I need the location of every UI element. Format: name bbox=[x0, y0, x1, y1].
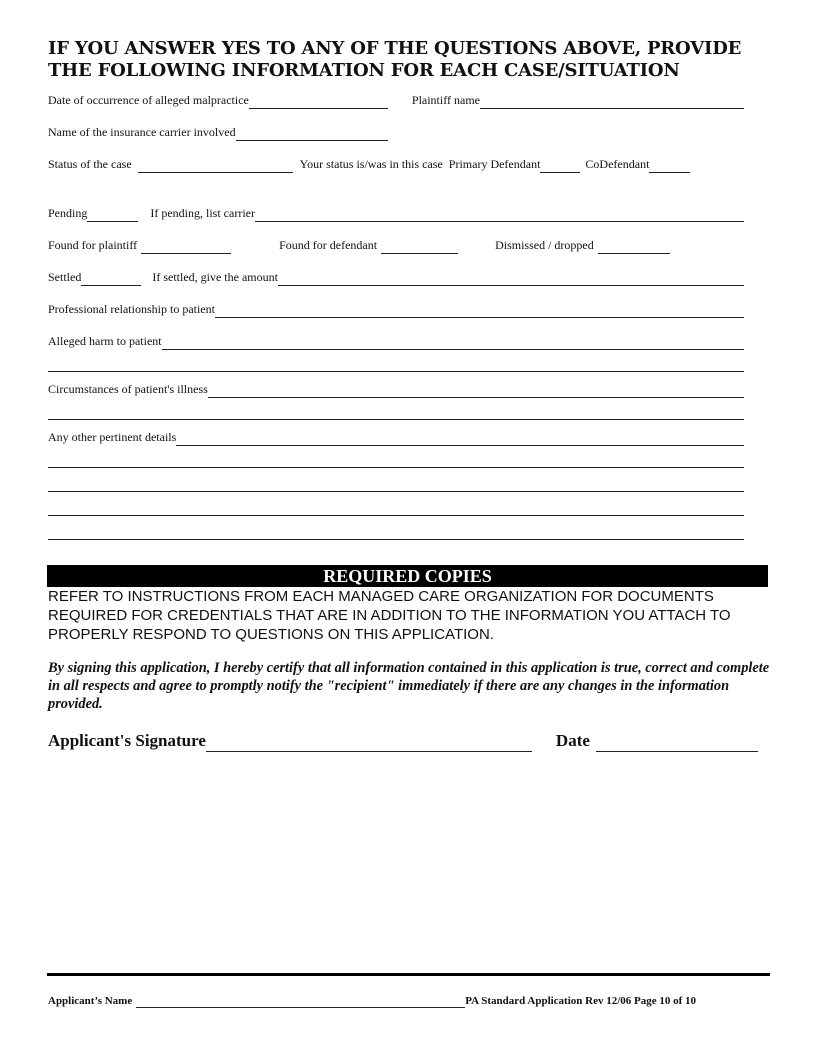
settled-field[interactable] bbox=[81, 271, 141, 286]
primary-defendant-field[interactable] bbox=[540, 158, 580, 173]
signature-label: Applicant's Signature bbox=[48, 731, 206, 750]
footer-rule bbox=[47, 973, 770, 976]
alleged-harm-label: Alleged harm to patient bbox=[48, 334, 162, 348]
row-alleged-harm bbox=[48, 332, 744, 350]
professional-relationship-label: Professional relationship to patient bbox=[48, 302, 215, 316]
other-details-line-2[interactable] bbox=[48, 491, 744, 492]
alleged-harm-continuation-line[interactable] bbox=[48, 371, 744, 372]
date-field[interactable] bbox=[596, 734, 758, 752]
certification-statement: By signing this application, I hereby certify that all information contained in this application is true, correct and complete in all respects and agree to promptly notify the "recipient" immediately if there are any changes in the information provided. bbox=[48, 660, 770, 712]
insurance-carrier-field[interactable] bbox=[236, 126, 388, 141]
codefendant-field[interactable] bbox=[649, 158, 690, 173]
circumstances-continuation-line[interactable] bbox=[48, 419, 744, 420]
pending-field[interactable] bbox=[87, 207, 138, 222]
other-details-line-4[interactable] bbox=[48, 539, 744, 540]
row-circumstances bbox=[48, 380, 744, 398]
row-insurance bbox=[48, 123, 388, 141]
alleged-harm-field[interactable] bbox=[162, 335, 744, 350]
row-other-details bbox=[48, 428, 744, 446]
required-copies-banner: REQUIRED COPIES bbox=[47, 565, 768, 587]
plaintiff-name-field[interactable] bbox=[480, 94, 744, 109]
date-label: Date bbox=[555, 731, 590, 750]
if-settled-label: If settled, give the amount bbox=[152, 270, 278, 284]
pending-label: Pending bbox=[48, 206, 88, 220]
required-copies-instructions: REFER TO INSTRUCTIONS FROM EACH MANAGED CARE ORGANIZATION FOR DOCUMENTS REQUIRED FOR CREDENTIALS THAT ARE IN ADDITION TO THE INFORMATION YOU ATTACH TO PROPERLY RESPOND TO QUESTIONS ON THIS APPLICATION. bbox=[48, 588, 731, 643]
circumstances-field[interactable] bbox=[208, 383, 744, 398]
dismissed-field[interactable] bbox=[598, 239, 670, 254]
if-pending-label: If pending, list carrier bbox=[150, 206, 255, 220]
date-of-occurrence-field[interactable] bbox=[249, 94, 388, 109]
section-heading: IF YOU ANSWER YES TO ANY OF THE QUESTIONS ABOVE, PROVIDE THE FOLLOWING INFORMATION FOR EACH CASE/SITUATION bbox=[48, 38, 742, 81]
professional-relationship-field[interactable] bbox=[215, 303, 744, 318]
found-for-plaintiff-field[interactable] bbox=[141, 239, 231, 254]
if-pending-field[interactable] bbox=[255, 207, 744, 222]
your-status-label: Your status is/was in this case bbox=[299, 157, 443, 171]
other-details-line-3[interactable] bbox=[48, 515, 744, 516]
if-settled-field[interactable] bbox=[278, 271, 744, 286]
status-of-case-label: Status of the case bbox=[48, 157, 132, 171]
found-for-defendant-label: Found for defendant bbox=[279, 238, 378, 252]
signature-field[interactable] bbox=[206, 734, 532, 752]
row-status bbox=[48, 155, 690, 173]
row-pending bbox=[48, 204, 744, 222]
codefendant-label: CoDefendant bbox=[585, 157, 650, 171]
applicant-name-field[interactable] bbox=[136, 995, 465, 1008]
status-of-case-field[interactable] bbox=[138, 158, 293, 173]
plaintiff-name-label: Plaintiff name bbox=[411, 93, 480, 107]
form-info: PA Standard Application Rev 12/06 Page 10 of 10 bbox=[465, 995, 697, 1007]
circumstances-label: Circumstances of patient's illness bbox=[48, 382, 208, 396]
date-of-occurrence-label: Date of occurrence of alleged malpractice bbox=[48, 93, 249, 107]
dismissed-label: Dismissed / dropped bbox=[495, 238, 594, 252]
row-relationship bbox=[48, 300, 744, 318]
signature-row bbox=[48, 730, 758, 752]
insurance-carrier-label: Name of the insurance carrier involved bbox=[48, 125, 236, 139]
row-settled bbox=[48, 268, 744, 286]
primary-defendant-label: Primary Defendant bbox=[448, 157, 541, 171]
found-for-defendant-field[interactable] bbox=[381, 239, 458, 254]
other-details-field[interactable] bbox=[176, 431, 744, 446]
found-for-plaintiff-label: Found for plaintiff bbox=[48, 238, 138, 252]
footer-row bbox=[48, 992, 696, 1008]
applicant-name-label: Applicant’s Name bbox=[48, 995, 133, 1007]
row-occurrence bbox=[48, 91, 744, 109]
row-outcome bbox=[48, 236, 670, 254]
settled-label: Settled bbox=[48, 270, 82, 284]
other-details-line-1[interactable] bbox=[48, 467, 744, 468]
other-details-label: Any other pertinent details bbox=[48, 430, 177, 444]
